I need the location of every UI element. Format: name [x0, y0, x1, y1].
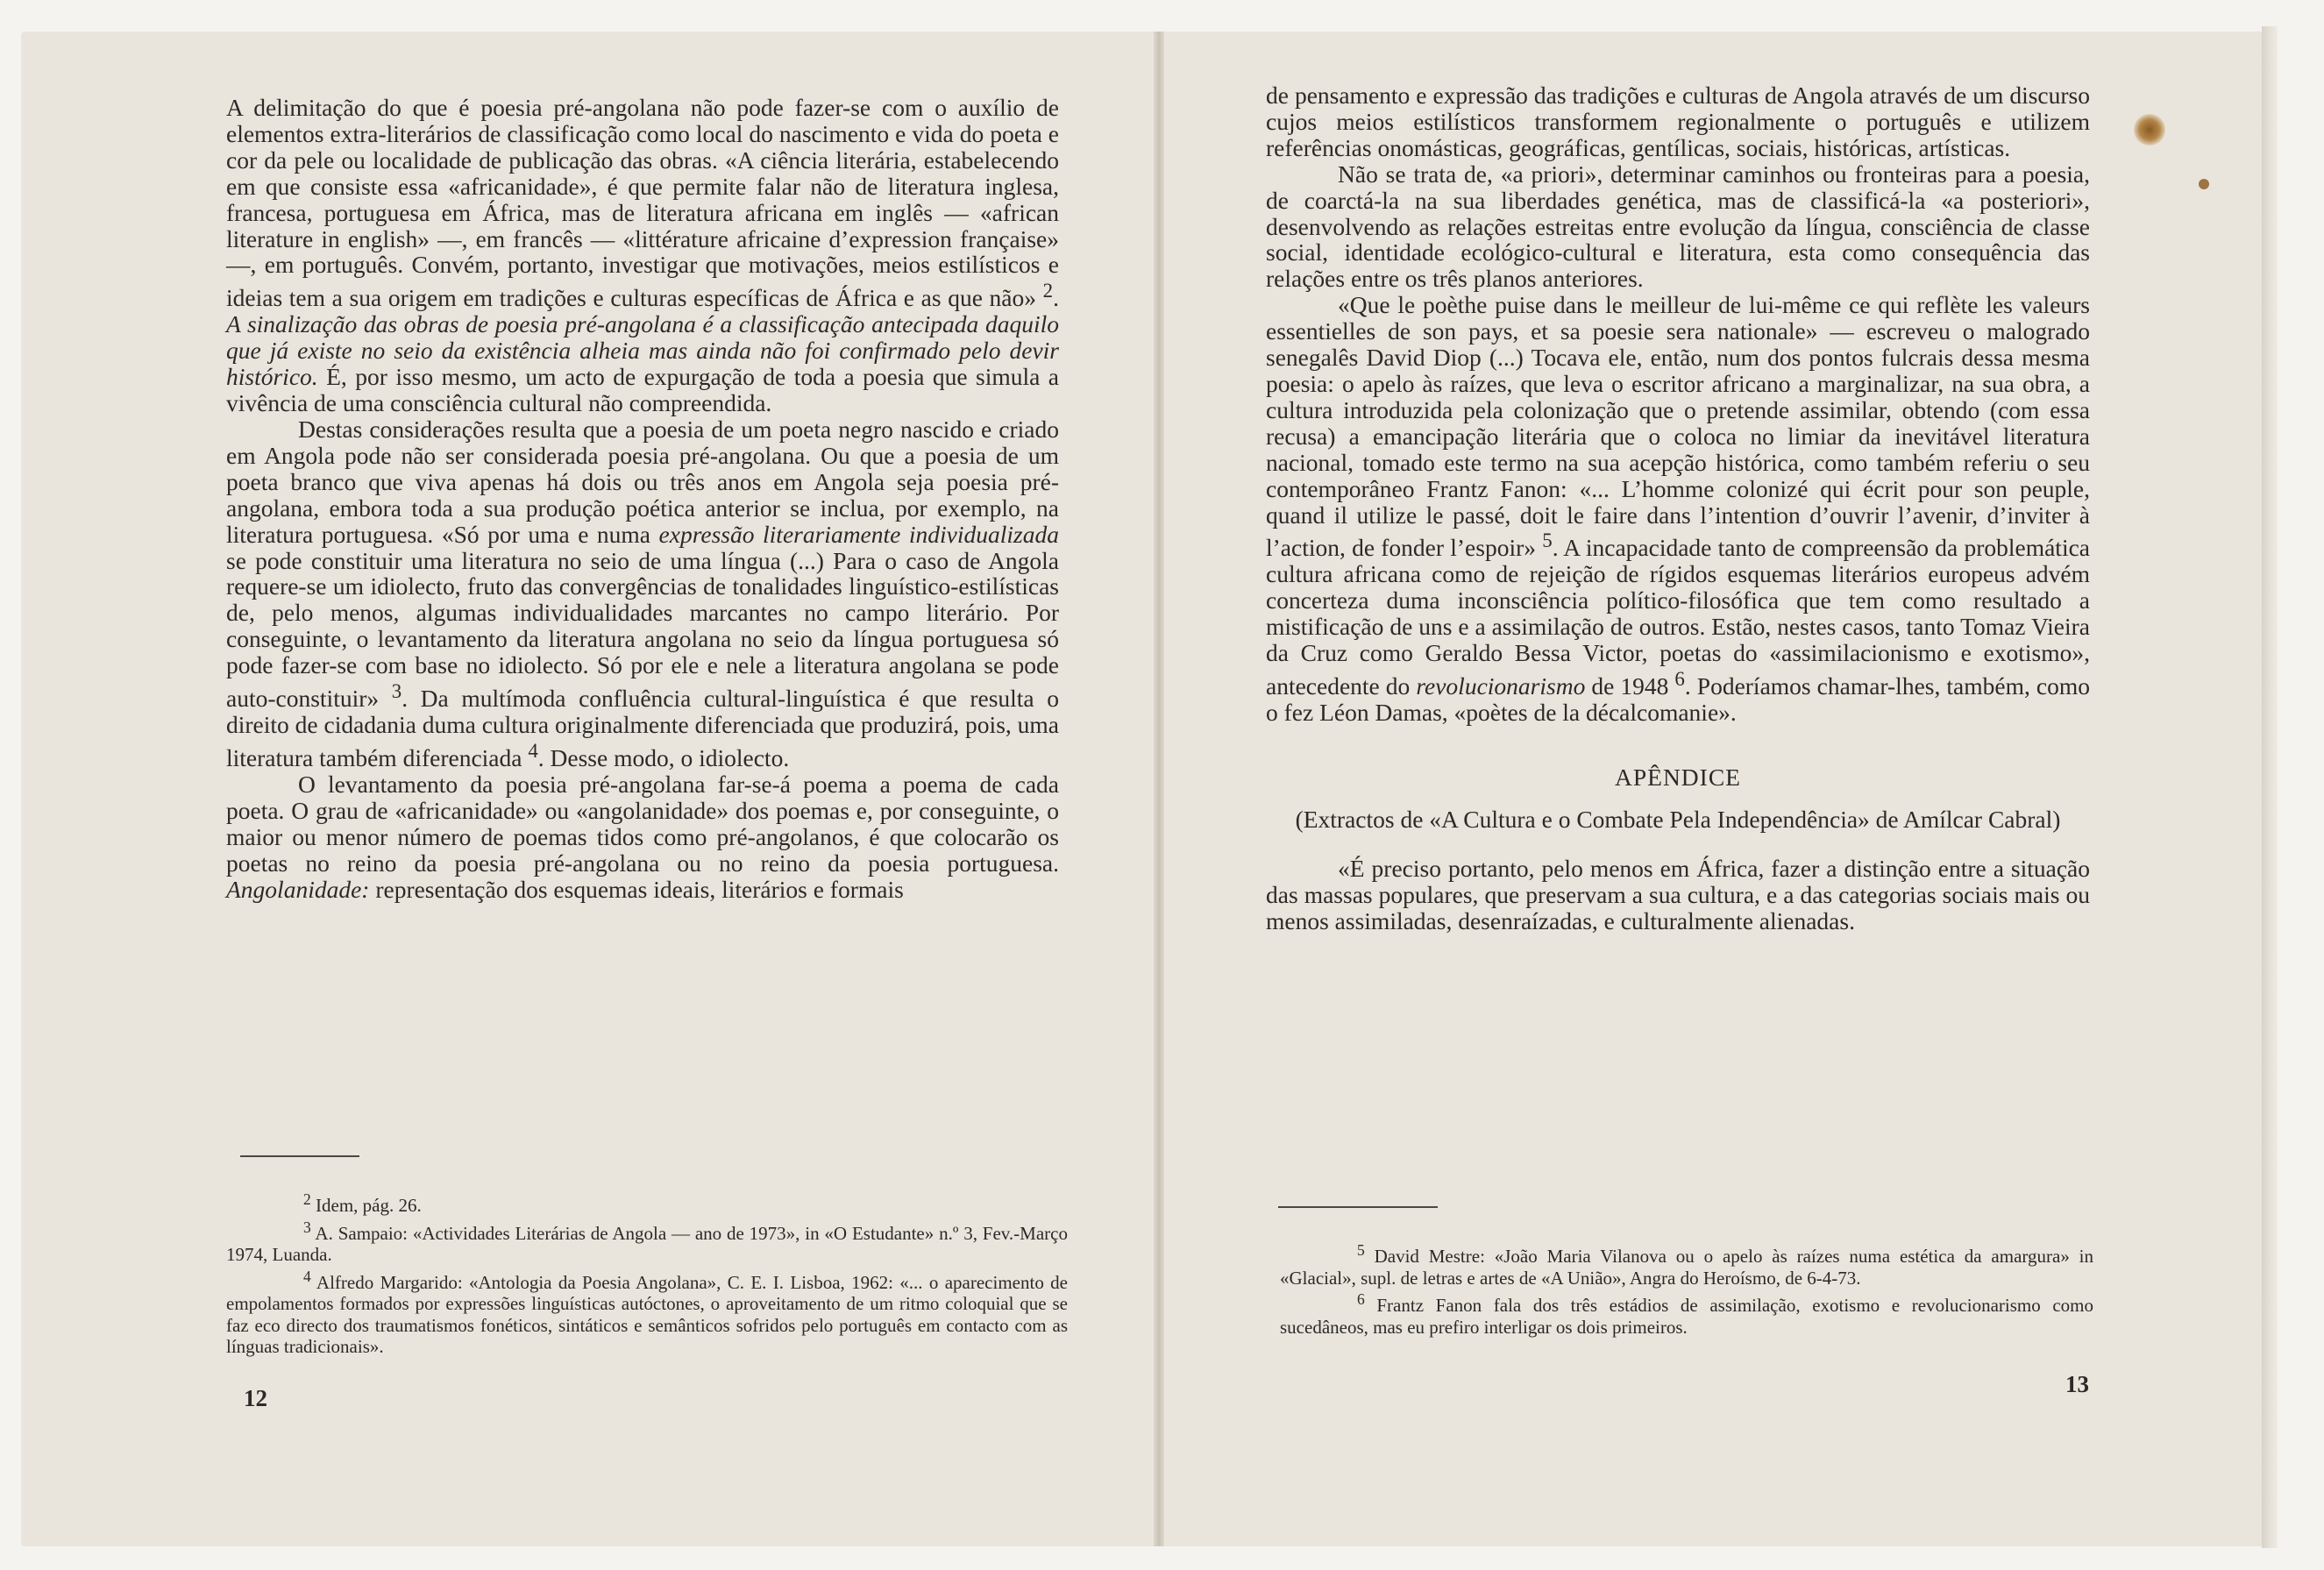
left-body-text — [226, 95, 1059, 903]
right-body-text — [1266, 82, 2090, 934]
text-run: . Da multímoda confluência cultural-linguística é que resulta o direito de cidadania duma cultura originalmente diferenciada que produzirá, pois, uma literatura também diferenciada — [226, 685, 1059, 772]
footnote-ref: 2 — [1042, 280, 1054, 302]
paragraph — [226, 771, 1059, 903]
italic-text: expressão literariamente individualizada — [658, 520, 1059, 548]
footnote-ref: 3 — [391, 680, 402, 703]
footnote-divider-left — [240, 1155, 359, 1157]
text-run: Destas considerações resulta que a poesia de um poeta negro nascido e criado em Angola pode não ser considerada poesia pré-angolana. Ou que a poesia de um poeta branco que viva apenas há dois ou três anos em Angola seja poesia pré-angolana, embora toda a sua produção poética anterior se inclua, por exemplo, na literatura portuguesa. «Só por uma e numa — [226, 416, 1059, 548]
footnote — [226, 1189, 1068, 1217]
footnote-divider-right — [1278, 1206, 1438, 1208]
appendix-subtitle: (Extractos de «A Cultura e o Combate Pela Independência» de Amílcar Cabral) — [1295, 805, 2061, 833]
text-run: representação dos esquemas ideais, literários e formais — [369, 875, 904, 903]
text-run: A delimitação do que é poesia pré-angolana não pode fazer-se com o auxílio de elementos extra-literários de classificação como local do nascimento e vida do poeta e cor da pele ou localidade de publicação das obras. «A ciência literária, estabelecendo em que consiste essa «africanidade», é que permite falar não de literatura inglesa, francesa, portuguesa em África, mas de literatura africana em inglês — «african literature in english» —, em francês — «littérature africaine d’expression française» —, em português. Convém, portanto, investigar que motivações, meios estilísticos e ideias tem a sua origem em tradições e culturas específicas de África e as que não» — [226, 94, 1059, 312]
right-paragraphs — [1266, 82, 2090, 726]
footnote — [1280, 1240, 2093, 1289]
text-run: É, por isso mesmo, um acto de expurgação de toda a poesia que simula a vivência de uma consciência cultural não compreendida. — [226, 363, 1059, 417]
text-run: Idem, pág. 26. — [310, 1195, 422, 1216]
footnote-ref: 5 — [1357, 1241, 1365, 1259]
text-run: Alfredo Margarido: «Antologia da Poesia Angolana», C. E. I. Lisboa, 1962: «... o aparecimento de empolamentos formados por expressões linguísticas autóctones, o aproveitamento de um ritmo coloquial que se faz eco directo dos traumatismos fonéticos, sintáticos e semânticos sofridos pelo português em contacto com as línguas tradicionais». — [226, 1271, 1068, 1357]
footnote — [226, 1266, 1068, 1358]
page-number-right: 13 — [2065, 1371, 2089, 1397]
appendix-title: APÊNDICE — [1615, 764, 1741, 792]
paragraph — [1266, 82, 2090, 161]
text-run: . A incapacidade tanto de compreensão da problemática cultura africana como de rejeição de rígidos esquemas literários europeus advém concerteza duma inconsciência político-filosófica que tem como resultado a mistificação de uns e a assimilação de outros. Estão, nestes casos, tanto Tomaz Vieira da Cruz como Geraldo Bessa Victor, poetas do «assimilacionismo e exotismo», antecedente do — [1266, 534, 2090, 700]
footnote-ref: 3 — [303, 1218, 311, 1236]
footnote — [226, 1217, 1068, 1266]
right-footnotes — [1280, 1240, 2093, 1338]
text-run: de pensamento e expressão das tradições e culturas de Angola através de um discurso cujos meios estilísticos transformem regionalmente o português e utilizem referências onomásticas, geográficas, gentílicas, sociais, históricas, artísticas. — [1266, 82, 2090, 161]
paper-stain — [2134, 114, 2165, 146]
text-run: «Que le poèthe puise dans le meilleur de lui-même ce qui reflète les valeurs essentielles de son pays, et sa poesie sera nationale» — escreveu o malogrado senegalês David Diop (...) Tocava ele, então, num dos pontos fulcrais dessa mesma poesia: o apelo às raízes, que leva o escritor africano a marginalizar, na sua obra, a cultura introduzida pela colonização que o pretende assimilar, obtendo (com essa recusa) a emancipação literária que o coloca no limiar da inevitável literatura nacional, tomado este termo na sua acepção histórica, como também referiu o seu contemporâneo Frantz Fanon: «... L’homme colonizé qui écrit pour son peuple, quand il utilize le passé, doit le faire dans l’intention d’ouvrir l’avenir, d’inviter à l’action, de fonder l’espoir» — [1266, 291, 2090, 562]
paragraph — [226, 416, 1059, 771]
page-edge — [2262, 26, 2278, 1548]
page-number-left: 12 — [244, 1385, 267, 1411]
footnote — [1280, 1289, 2093, 1338]
text-run: de 1948 — [1585, 672, 1675, 700]
text-run: A. Sampaio: «Actividades Literárias de Angola — ano de 1973», in «O Estudante» n.º 3, Fev.-Março 1974, Luanda. — [226, 1222, 1068, 1265]
paragraph — [1266, 161, 2090, 293]
italic-text: revolucionarismo — [1416, 672, 1586, 700]
footnote-ref: 4 — [528, 740, 538, 763]
footnote-ref: 5 — [1542, 529, 1553, 552]
footnote-ref: 6 — [1674, 668, 1685, 691]
footnote-ref: 4 — [303, 1267, 311, 1285]
italic-text: Angolanidade: — [226, 875, 370, 903]
book-gutter — [1154, 32, 1164, 1546]
text-run: . Poderíamos chamar-lhes, também, como o fez Léon Damas, «poètes de la décalcomanie». — [1266, 672, 2090, 727]
text-run: Não se trata de, «a priori», determinar caminhos ou fronteiras para a poesia, de coarctá-la na sua liberdades genética, mas de classificá-la «a posteriori», desenvolvendo as relações estreitas entre evolução da língua, consciência de classe social, identidade ecológico-cultural e literatura, esta como consequência das relações entre os três planos anteriores. — [1266, 160, 2090, 293]
text-run: Frantz Fanon fala dos três estádios de assimilação, exotismo e revolucionarismo como sucedâneos, mas eu prefiro interligar os dois primeiros. — [1280, 1295, 2093, 1338]
text-run: David Mestre: «João Maria Vilanova ou o apelo às raízes numa estética da amargura» in «Glacial», supl. de letras e artes de «A União», Angra do Heroísmo, de 6-4-73. — [1280, 1246, 2093, 1289]
left-footnotes — [226, 1189, 1068, 1358]
paper-stain-small — [2199, 179, 2209, 189]
paragraph — [1266, 292, 2090, 726]
text-run: O levantamento da poesia pré-angolana far-se-á poema a poema de cada poeta. O grau de «africanidade» ou «angolanidade» dos poemas e, por conseguinte, o maior ou menor número de poemas tidos como pré-angolanos, é que colocarão os poetas no reino da poesia pré-angolana ou no reino da poesia portuguesa. — [226, 771, 1059, 877]
appendix-quote: «É preciso portanto, pelo menos em África, fazer a distinção entre a situação das massas populares, que preservam a sua cultura, e a das categorias sociais mais ou menos assimiladas, desenraízadas, e culturalmente alienadas. — [1266, 854, 2090, 934]
text-run: . — [1053, 284, 1059, 312]
text-run: se pode constituir uma literatura no seio de uma língua (...) Para o caso de Angola requere-se um idiolecto, fruto das convergências de tonalidades linguístico-estilísticas de, pelo menos, algumas individualidades marcantes no campo literário. Por conseguinte, o levantamento da literatura angolana no seio da língua portuguesa só pode fazer-se com base no idiolecto. Só por ele e nele a literatura angolana se pode auto-constituir» — [226, 546, 1059, 713]
italic-text: A sinalização das obras de poesia pré-angolana é a classificação antecipada daquilo que já existe no seio da existência alheia mas ainda não foi confirmado pelo devir histórico. — [226, 310, 1059, 391]
footnote-ref: 2 — [303, 1190, 311, 1208]
text-run: . Desse modo, o idiolecto. — [537, 744, 790, 772]
paragraph — [226, 95, 1059, 416]
footnote-ref: 6 — [1357, 1290, 1365, 1308]
